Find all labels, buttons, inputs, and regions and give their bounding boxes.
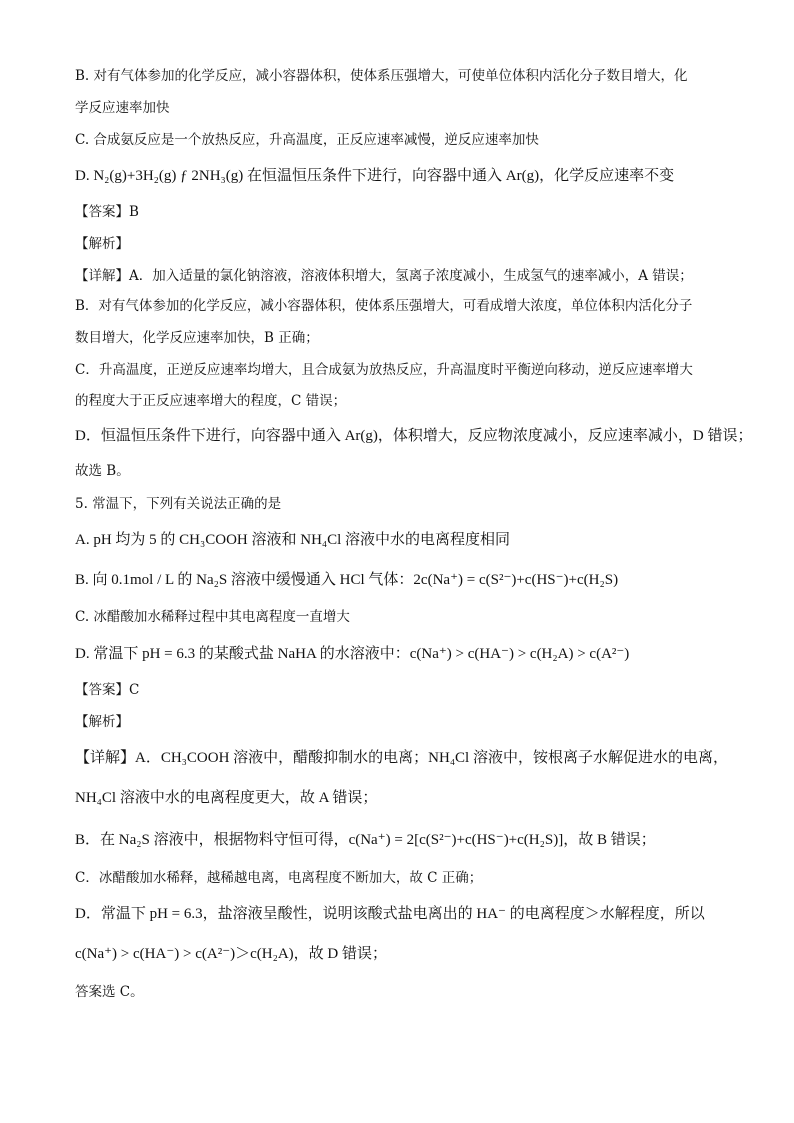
q5-explain-c: C．冰醋酸加水稀释，越稀越电离，电离程度不断加大，故 C 正确； bbox=[75, 870, 483, 886]
q5-analysis-label: 【解析】 bbox=[75, 714, 129, 730]
explain-c-2: 的程度大于正反应速率增大的程度，C 错误； bbox=[75, 393, 347, 409]
q5-option-b: B. 向 0.1mol / L 的 Na₂S 溶液中缓慢通入 HCl 气体：2c(Na⁺) = c(S²⁻)+c(HS⁻)+c(H₂S) bbox=[75, 572, 619, 588]
explain-a: 【详解】A．加入适量的氯化钠溶液，溶液体积增大，氢离子浓度减小，生成氢气的速率减小，A 错误； bbox=[75, 268, 693, 284]
option-c: C. 合成氨反应是一个放热反应，升高温度，正反应速率减慢，逆反应速率加快 bbox=[75, 132, 539, 148]
q5-option-d: D. 常温下 pH = 6.3 的某酸式盐 NaHA 的水溶液中：c(Na⁺) > c(HA⁻) > c(H₂A) > c(A²⁻) bbox=[75, 646, 630, 662]
q5-option-a: A. pH 均为 5 的 CH₃COOH 溶液和 NH₄Cl 溶液中水的电离程度相同 bbox=[75, 532, 511, 548]
explain-c-1: C．升高温度，正逆反应速率均增大，且合成氨为放热反应，升高温度时平衡逆向移动，逆反应速率增大 bbox=[75, 362, 693, 378]
q5-explain-a-1: 【详解】A．CH₃COOH 溶液中，醋酸抑制水的电离；NH₄Cl 溶液中，铵根离子水解促进水的电离， bbox=[75, 750, 728, 766]
q5-conclusion: 答案选 C。 bbox=[75, 984, 144, 1000]
explain-b-1: B．对有气体参加的化学反应，减小容器体积，使体系压强增大，可看成增大浓度，单位体积内活化分子 bbox=[75, 298, 693, 314]
q5-explain-a-2: NH₄Cl 溶液中水的电离程度更大，故 A 错误； bbox=[75, 790, 378, 806]
explain-b-2: 数目增大，化学反应速率加快，B 正确； bbox=[75, 330, 319, 346]
question-5-stem: 5. 常温下，下列有关说法正确的是 bbox=[75, 496, 282, 512]
option-d: D. N₂(g)+3H₂(g) ƒ 2NH₃(g) 在恒温恒压条件下进行，向容器中通入 Ar(g)，化学反应速率不变 bbox=[75, 168, 675, 184]
q5-option-c: C. 冰醋酸加水稀释过程中其电离程度一直增大 bbox=[75, 609, 350, 625]
option-b-line-2: 学反应速率加快 bbox=[75, 100, 170, 116]
q5-explain-d-2: c(Na⁺) > c(HA⁻) > c(A²⁻)＞c(H₂A)，故 D 错误； bbox=[75, 946, 387, 962]
option-b-line-1: B. 对有气体参加的化学反应，减小容器体积，使体系压强增大，可使单位体积内活化分子数目增大，化 bbox=[75, 68, 688, 84]
explain-d: D．恒温恒压条件下进行，向容器中通入 Ar(g)，体积增大，反应物浓度减小，反应速率减小，D 错误； bbox=[75, 428, 753, 444]
q5-explain-b: B．在 Na₂S 溶液中，根据物料守恒可得，c(Na⁺) = 2[c(S²⁻)+c(HS⁻)+c(H₂S)]，故 B 错误； bbox=[75, 832, 656, 848]
answer-label: 【答案】B bbox=[75, 204, 139, 220]
conclusion-1: 故选 B。 bbox=[75, 463, 130, 479]
q5-explain-d-1: D．常温下 pH = 6.3，盐溶液呈酸性，说明该酸式盐电离出的 HA⁻ 的电离程度＞水解程度，所以 bbox=[75, 906, 705, 922]
analysis-label: 【解析】 bbox=[75, 236, 129, 252]
q5-answer-label: 【答案】C bbox=[75, 682, 140, 698]
